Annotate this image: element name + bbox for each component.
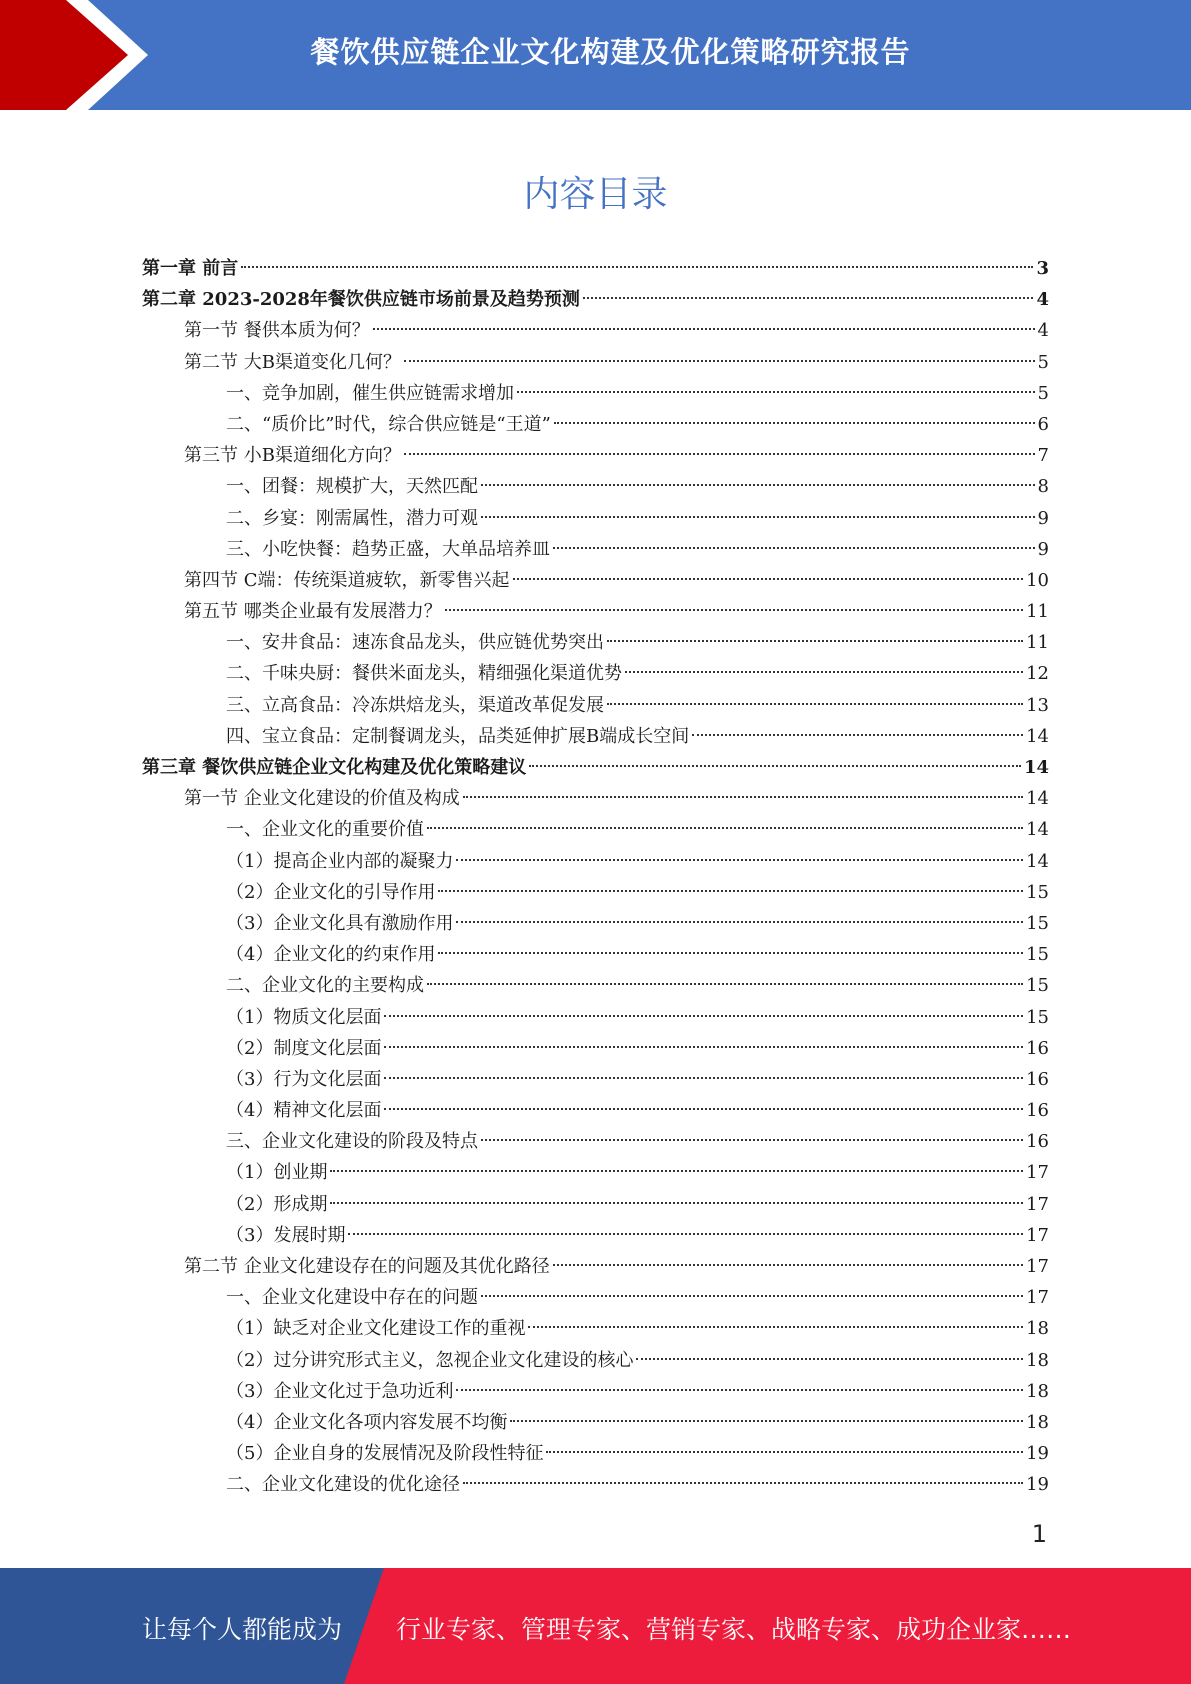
toc-leader-dots bbox=[625, 671, 1023, 673]
toc-entry-page: 11 bbox=[1026, 601, 1049, 623]
toc-entry[interactable] bbox=[142, 409, 1049, 440]
toc-entry-label: （2）形成期 bbox=[226, 1193, 328, 1215]
toc-leader-dots bbox=[553, 1264, 1023, 1266]
toc-entry[interactable] bbox=[142, 253, 1049, 284]
toc-entry-page: 10 bbox=[1026, 569, 1049, 591]
toc-entry-page: 14 bbox=[1026, 819, 1049, 841]
toc-leader-dots bbox=[384, 1077, 1023, 1079]
toc-entry[interactable] bbox=[142, 814, 1049, 845]
toc-entry-label: 一、竞争加剧，催生供应链需求增加 bbox=[226, 382, 514, 404]
toc-entry-label: （4）企业文化的约束作用 bbox=[226, 944, 436, 966]
toc-leader-dots bbox=[463, 796, 1023, 798]
toc-entry-page: 16 bbox=[1026, 1068, 1049, 1090]
toc-entry-page: 17 bbox=[1026, 1287, 1049, 1309]
toc-entry-page: 18 bbox=[1026, 1380, 1049, 1402]
toc-entry-page: 15 bbox=[1026, 1006, 1049, 1028]
toc-entry[interactable] bbox=[142, 347, 1049, 378]
toc-entry[interactable] bbox=[142, 471, 1049, 502]
toc-entry-label: 二、企业文化建设的优化途径 bbox=[226, 1474, 460, 1496]
toc-entry[interactable] bbox=[142, 627, 1049, 658]
toc-entry-page: 16 bbox=[1026, 1037, 1049, 1059]
toc-entry[interactable] bbox=[142, 877, 1049, 908]
toc-entry-label: 一、团餐：规模扩大，天然匹配 bbox=[226, 476, 478, 498]
toc-leader-dots bbox=[607, 640, 1023, 642]
toc-entry-label: （4）精神文化层面 bbox=[226, 1100, 382, 1122]
toc-entry-page: 17 bbox=[1026, 1256, 1049, 1277]
toc-leader-dots bbox=[546, 1451, 1023, 1453]
toc-leader-dots bbox=[636, 1358, 1023, 1360]
toc-entry-page: 17 bbox=[1026, 1162, 1049, 1184]
toc-entry[interactable] bbox=[142, 752, 1049, 783]
toc-entry-label: （3）企业文化具有激励作用 bbox=[226, 912, 454, 934]
toc-leader-dots bbox=[513, 578, 1024, 580]
toc-entry[interactable] bbox=[142, 1189, 1049, 1220]
toc-entry[interactable] bbox=[142, 1407, 1049, 1438]
toc-entry[interactable] bbox=[142, 1282, 1049, 1313]
toc-entry[interactable] bbox=[142, 565, 1049, 596]
toc-entry-label: 二、乡宴：刚需属性，潜力可观 bbox=[226, 507, 478, 529]
toc-entry[interactable] bbox=[142, 1220, 1049, 1251]
toc-leader-dots bbox=[583, 297, 1034, 299]
toc-entry-label: 第一节 企业文化建设的价值及构成 bbox=[184, 788, 460, 810]
toc-entry-page: 11 bbox=[1026, 632, 1049, 654]
toc-heading: 内容目录 bbox=[523, 174, 668, 215]
toc-entry[interactable] bbox=[142, 503, 1049, 534]
toc-entry-label: （1）物质文化层面 bbox=[226, 1006, 382, 1028]
toc-entry-label: 第三章 餐饮供应链企业文化构建及优化策略建议 bbox=[142, 757, 527, 778]
toc-entry-page: 15 bbox=[1026, 944, 1049, 966]
toc-entry-label: 第一节 餐供本质为何？ bbox=[184, 320, 370, 342]
toc-entry[interactable] bbox=[142, 1313, 1049, 1344]
toc-leader-dots bbox=[384, 1108, 1023, 1110]
toc-leader-dots bbox=[404, 453, 1035, 455]
toc-entry-page: 12 bbox=[1026, 663, 1049, 685]
toc-entry[interactable] bbox=[142, 1157, 1049, 1188]
toc-entry-page: 9 bbox=[1037, 538, 1049, 560]
toc-entry[interactable] bbox=[142, 908, 1049, 939]
toc-entry-page: 4 bbox=[1037, 320, 1049, 342]
toc-entry-page: 5 bbox=[1037, 351, 1049, 373]
toc-entry-label: （3）企业文化过于急功近利 bbox=[226, 1380, 454, 1402]
toc-entry[interactable] bbox=[142, 1469, 1049, 1500]
toc-leader-dots bbox=[427, 827, 1023, 829]
toc-leader-dots bbox=[427, 983, 1023, 985]
toc-entry-page: 18 bbox=[1026, 1318, 1049, 1340]
toc-leader-dots bbox=[330, 1170, 1023, 1172]
toc-entry-page: 9 bbox=[1037, 507, 1049, 529]
toc-entry[interactable] bbox=[142, 1376, 1049, 1407]
toc-entry-label: （3）行为文化层面 bbox=[226, 1068, 382, 1090]
toc-entry-label: 第一章 前言 bbox=[142, 258, 239, 279]
toc-entry-page: 16 bbox=[1026, 1131, 1049, 1153]
toc-entry-label: 第二章 2023-2028年餐饮供应链市场前景及趋势预测 bbox=[142, 289, 580, 311]
toc-entry-label: 一、企业文化的重要价值 bbox=[226, 819, 424, 841]
toc-entry[interactable] bbox=[142, 284, 1049, 315]
toc-entry-page: 14 bbox=[1026, 725, 1049, 747]
toc-entry-page: 18 bbox=[1026, 1411, 1049, 1433]
toc-entry-page: 13 bbox=[1026, 694, 1049, 716]
toc-entry-label: 三、企业文化建设的阶段及特点 bbox=[226, 1131, 478, 1153]
toc-entry-page: 8 bbox=[1037, 476, 1049, 498]
table-of-contents bbox=[142, 253, 1049, 1501]
toc-entry-label: （1）缺乏对企业文化建设工作的重视 bbox=[226, 1318, 526, 1340]
toc-entry-page: 14 bbox=[1026, 788, 1049, 810]
toc-entry-label: （2）企业文化的引导作用 bbox=[226, 881, 436, 903]
toc-leader-dots bbox=[510, 1420, 1023, 1422]
toc-entry-label: 一、安井食品：速冻食品龙头，供应链优势突出 bbox=[226, 632, 604, 654]
toc-entry[interactable] bbox=[142, 1033, 1049, 1064]
toc-entry[interactable] bbox=[142, 783, 1049, 814]
toc-leader-dots bbox=[481, 1295, 1023, 1297]
footer-slogan-left: 让每个人都能成为 bbox=[142, 1615, 343, 1644]
toc-leader-dots bbox=[445, 609, 1023, 611]
toc-leader-dots bbox=[438, 952, 1023, 954]
toc-entry-label: 第二节 企业文化建设存在的问题及其优化路径 bbox=[184, 1256, 550, 1277]
toc-entry-label: （3）发展时期 bbox=[226, 1224, 346, 1246]
header-banner bbox=[0, 0, 1191, 110]
toc-entry-label: 四、宝立食品：定制餐调龙头，品类延伸扩展B端成长空间 bbox=[226, 725, 690, 747]
toc-leader-dots bbox=[554, 422, 1035, 424]
toc-leader-dots bbox=[456, 1389, 1023, 1391]
toc-leader-dots bbox=[517, 391, 1035, 393]
toc-entry-label: （1）提高企业内部的凝聚力 bbox=[226, 850, 454, 872]
toc-entry[interactable] bbox=[142, 690, 1049, 721]
toc-entry-label: （2）制度文化层面 bbox=[226, 1037, 382, 1059]
toc-entry-page: 5 bbox=[1037, 382, 1049, 404]
toc-entry[interactable] bbox=[142, 534, 1049, 565]
toc-leader-dots bbox=[241, 266, 1033, 268]
toc-leader-dots bbox=[384, 1046, 1023, 1048]
toc-entry-page: 17 bbox=[1026, 1193, 1049, 1215]
toc-entry-page: 4 bbox=[1036, 289, 1049, 311]
toc-entry-page: 15 bbox=[1026, 975, 1049, 997]
toc-entry-label: 三、小吃快餐：趋势正盛，大单品培养皿 bbox=[226, 538, 550, 560]
toc-leader-dots bbox=[553, 547, 1035, 549]
toc-entry-label: 第四节 C端：传统渠道疲软，新零售兴起 bbox=[184, 569, 510, 591]
toc-leader-dots bbox=[528, 1326, 1023, 1328]
toc-leader-dots bbox=[384, 1015, 1023, 1017]
toc-entry-label: 一、企业文化建设中存在的问题 bbox=[226, 1287, 478, 1309]
toc-entry-label: 二、“质价比”时代，综合供应链是“王道” bbox=[226, 413, 551, 435]
toc-entry-label: 二、千味央厨：餐供米面龙头，精细强化渠道优势 bbox=[226, 663, 622, 685]
toc-entry-label: 二、企业文化的主要构成 bbox=[226, 975, 424, 997]
toc-entry-page: 16 bbox=[1026, 1100, 1049, 1122]
toc-entry-page: 15 bbox=[1026, 881, 1049, 903]
toc-entry-page: 6 bbox=[1037, 413, 1049, 435]
toc-leader-dots bbox=[404, 360, 1035, 362]
toc-entry[interactable] bbox=[142, 721, 1049, 752]
toc-entry-label: 第五节 哪类企业最有发展潜力？ bbox=[184, 601, 442, 623]
toc-entry[interactable] bbox=[142, 315, 1049, 346]
toc-leader-dots bbox=[456, 921, 1023, 923]
toc-entry[interactable] bbox=[142, 658, 1049, 689]
toc-entry[interactable] bbox=[142, 596, 1049, 627]
toc-entry-page: 17 bbox=[1026, 1224, 1049, 1246]
toc-leader-dots bbox=[481, 484, 1035, 486]
toc-entry-label: 三、立高食品：冷冻烘焙龙头，渠道改革促发展 bbox=[226, 694, 604, 716]
toc-leader-dots bbox=[456, 859, 1023, 861]
toc-entry[interactable] bbox=[142, 846, 1049, 877]
toc-entry-page: 15 bbox=[1026, 912, 1049, 934]
toc-entry-page: 19 bbox=[1026, 1474, 1049, 1496]
toc-entry-label: 第二节 大B渠道变化几何？ bbox=[184, 351, 401, 373]
toc-entry[interactable] bbox=[142, 1251, 1049, 1282]
toc-leader-dots bbox=[348, 1233, 1023, 1235]
toc-entry-page: 19 bbox=[1026, 1443, 1049, 1465]
toc-entry-label: （1）创业期 bbox=[226, 1162, 328, 1184]
toc-entry[interactable] bbox=[142, 1126, 1049, 1157]
report-title: 餐饮供应链企业文化构建及优化策略研究报告 bbox=[310, 35, 911, 69]
toc-leader-dots bbox=[529, 765, 1021, 767]
toc-leader-dots bbox=[438, 890, 1023, 892]
toc-entry-label: （5）企业自身的发展情况及阶段性特征 bbox=[226, 1443, 544, 1465]
toc-entry-page: 18 bbox=[1026, 1349, 1049, 1371]
page-number: 1 bbox=[1031, 1520, 1047, 1548]
toc-entry-page: 14 bbox=[1023, 757, 1049, 778]
toc-entry-label: （4）企业文化各项内容发展不均衡 bbox=[226, 1411, 508, 1433]
toc-entry[interactable] bbox=[142, 1095, 1049, 1126]
toc-entry[interactable] bbox=[142, 1438, 1049, 1469]
toc-entry-label: （2）过分讲究形式主义，忽视企业文化建设的核心 bbox=[226, 1349, 634, 1371]
toc-entry[interactable] bbox=[142, 1345, 1049, 1376]
toc-leader-dots bbox=[481, 1139, 1023, 1141]
footer-banner bbox=[0, 1568, 1191, 1684]
toc-entry[interactable] bbox=[142, 970, 1049, 1001]
footer-slogan-right: 行业专家、管理专家、营销专家、战略专家、成功企业家…… bbox=[396, 1615, 1072, 1644]
toc-entry-page: 3 bbox=[1036, 258, 1049, 279]
toc-leader-dots bbox=[463, 1482, 1023, 1484]
toc-leader-dots bbox=[481, 516, 1035, 518]
toc-entry-label: 第三节 小B渠道细化方向？ bbox=[184, 445, 401, 467]
toc-leader-dots bbox=[330, 1202, 1023, 1204]
toc-leader-dots bbox=[607, 703, 1023, 705]
toc-leader-dots bbox=[692, 734, 1023, 736]
toc-entry-page: 7 bbox=[1037, 445, 1049, 467]
toc-entry[interactable] bbox=[142, 1002, 1049, 1033]
toc-entry[interactable] bbox=[142, 1064, 1049, 1095]
toc-entry[interactable] bbox=[142, 939, 1049, 970]
toc-leader-dots bbox=[373, 328, 1035, 330]
toc-entry[interactable] bbox=[142, 378, 1049, 409]
toc-entry[interactable] bbox=[142, 440, 1049, 471]
toc-entry-page: 14 bbox=[1026, 850, 1049, 872]
